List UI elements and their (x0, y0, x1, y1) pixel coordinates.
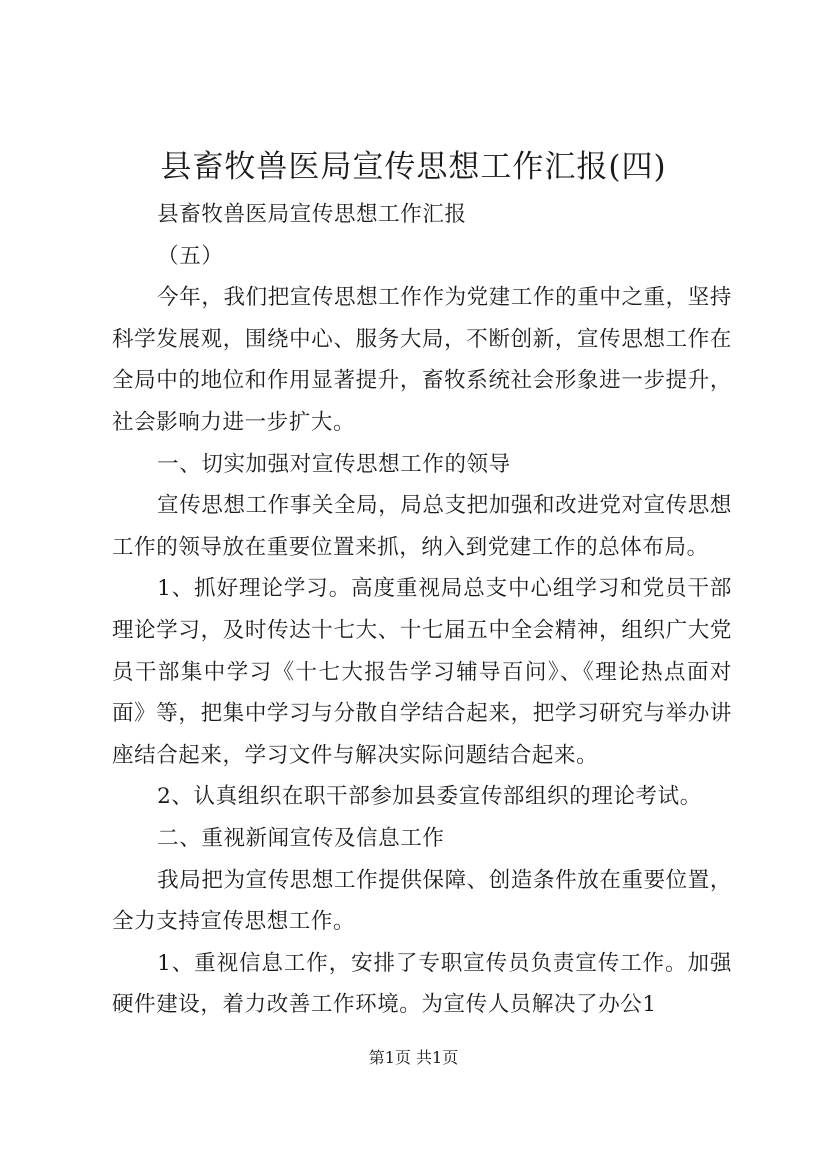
page-footer: 第1页 共1页 (368, 1048, 459, 1067)
section-heading-2: 二、重视新闻宣传及信息工作 (157, 825, 445, 851)
section-1-item-1: 1、抓好理论学习。高度重视局总支中心组学习和党员干部理论学习，及时传达十七大、十七届五中全会精神，组织广大党员干部集中学习《十七大报告学习辅导百问》、《理论热点面对面》等，把集中学习与分散自学结合起来，把学习研究与举办讲座结合起来，学习文件与解决实际问题结合起来。 (112, 576, 732, 768)
section-heading-1: 一、切实加强对宣传思想工作的领导 (157, 451, 511, 477)
section-1-item-2: 2、认真组织在职干部参加县委宣传部组织的理论考试。 (157, 784, 702, 810)
intro-paragraph: 今年，我们把宣传思想工作作为党建工作的重中之重，坚持科学发展观，围绕中心、服务大局，不断创新，宣传思想工作在全局中的地位和作用显著提升，畜牧系统社会形象进一步提升，社会影响力进一步扩大。 (112, 285, 732, 435)
document-body (112, 194, 732, 1026)
subtitle-paragraph: 县畜牧兽医局宣传思想工作汇报 (157, 202, 467, 227)
subtitle-number-paragraph: （五） (157, 243, 224, 269)
document-title: 县畜牧兽医局宣传思想工作汇报(四) (160, 149, 667, 185)
section-1-paragraph: 宣传思想工作事关全局，局总支把加强和改进党对宣传思想工作的领导放在重要位置来抓，纳入到党建工作的总体布局。 (112, 493, 732, 560)
section-2-paragraph: 我局把为宣传思想工作提供保障、创造条件放在重要位置，全力支持宣传思想工作。 (112, 867, 732, 935)
section-2-item-1: 1、重视信息工作，安排了专职宣传员负责宣传工作。加强硬件建设，着力改善工作环境。为宣传人员解决了办公1 (112, 950, 732, 1018)
